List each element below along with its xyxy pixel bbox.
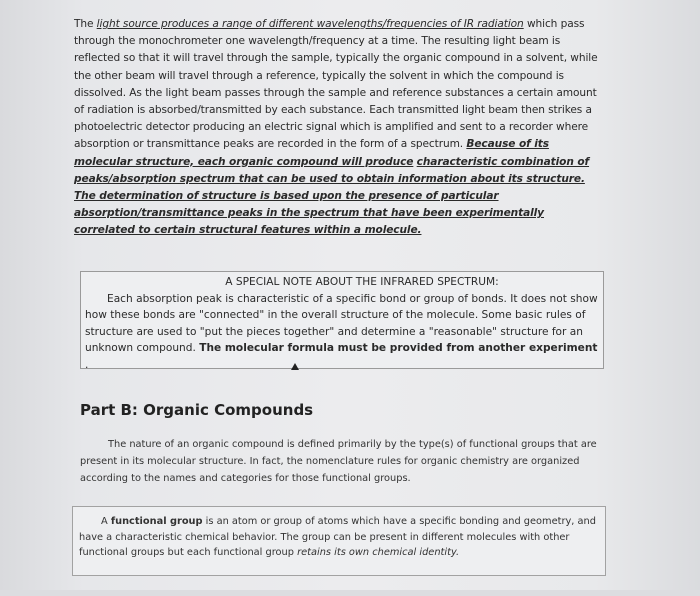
functional-group-definition-box <box>72 506 606 576</box>
special-note-text: Each absorption peak is characteristic of a specific bond or group of bonds. It does not show how these bonds are "connected" in the overall structure of the molecule. Some basic rules of structure are used to "put the pieces together" and determine a "reasonable" structure for an unknown compound. <box>85 292 598 355</box>
special-note-body <box>85 291 599 374</box>
fg-italic-tail: retains its own chemical identity. <box>297 547 460 559</box>
paragraph-lead: The <box>74 18 97 30</box>
part-b-heading: Part B: Organic Compounds <box>80 401 314 419</box>
underlined-phrase-light-source: light source produces a range of different wavelengths/frequencies of IR radiation <box>96 18 524 30</box>
page-bottom-edge <box>0 590 700 596</box>
paragraph-body: which pass through the monochrometer one wavelength/frequency at a time. The resulting light beam is reflected so that it will travel through the sample, typically the organic compound in a solvent, while the other beam will travel through a reference, typically the solvent in which the compound is dissolved. As the light beam passes through the sample and reference substances a certain amount of radiation is absorbed/transmitted by each substance. Each transmitted light beam then strikes a photoelectric detector producing an electric signal which is amplified and sent to a recorder where absorption or transmittance peaks are recorded in the form of a spectrum. <box>74 18 598 151</box>
special-note-bold-tail: The molecular formula must be provided from another experiment <box>199 342 598 355</box>
ir-spectroscopy-paragraph <box>74 16 606 240</box>
bold-underlined-molecular-structure: Because of its molecular structure, each organic compound will produce <box>74 138 549 168</box>
part-b-paragraph-text: The nature of an organic compound is defined primarily by the type(s) of functional groups that are present in its molecular structure. In fact, the nomenclature rules for organic chemistry are organized according to the names and categories for those functional groups. <box>80 439 597 484</box>
special-note-title: A SPECIAL NOTE ABOUT THE INFRARED SPECTRUM: <box>225 276 499 288</box>
underlined-structure-determination: characteristic combination of peaks/absorption spectrum that can be used to obtain information about its structure. The determination of structure is based upon the presence of particular absorption/transmittance peaks in the spectrum that have been experimentally correlated to certain structural features within a molecule. <box>74 155 590 237</box>
special-note-end: . <box>85 358 89 371</box>
fg-text: is an atom or group of atoms which have a specific bonding and geometry, and have a characteristic chemical behavior. The group can be present in different molecules with other functional groups but each functional group <box>79 516 596 559</box>
special-note-box <box>80 271 604 369</box>
fg-term: functional group <box>110 516 203 527</box>
fg-lead: A <box>101 516 111 527</box>
mouse-cursor-icon <box>291 363 299 370</box>
part-b-paragraph <box>80 436 600 487</box>
